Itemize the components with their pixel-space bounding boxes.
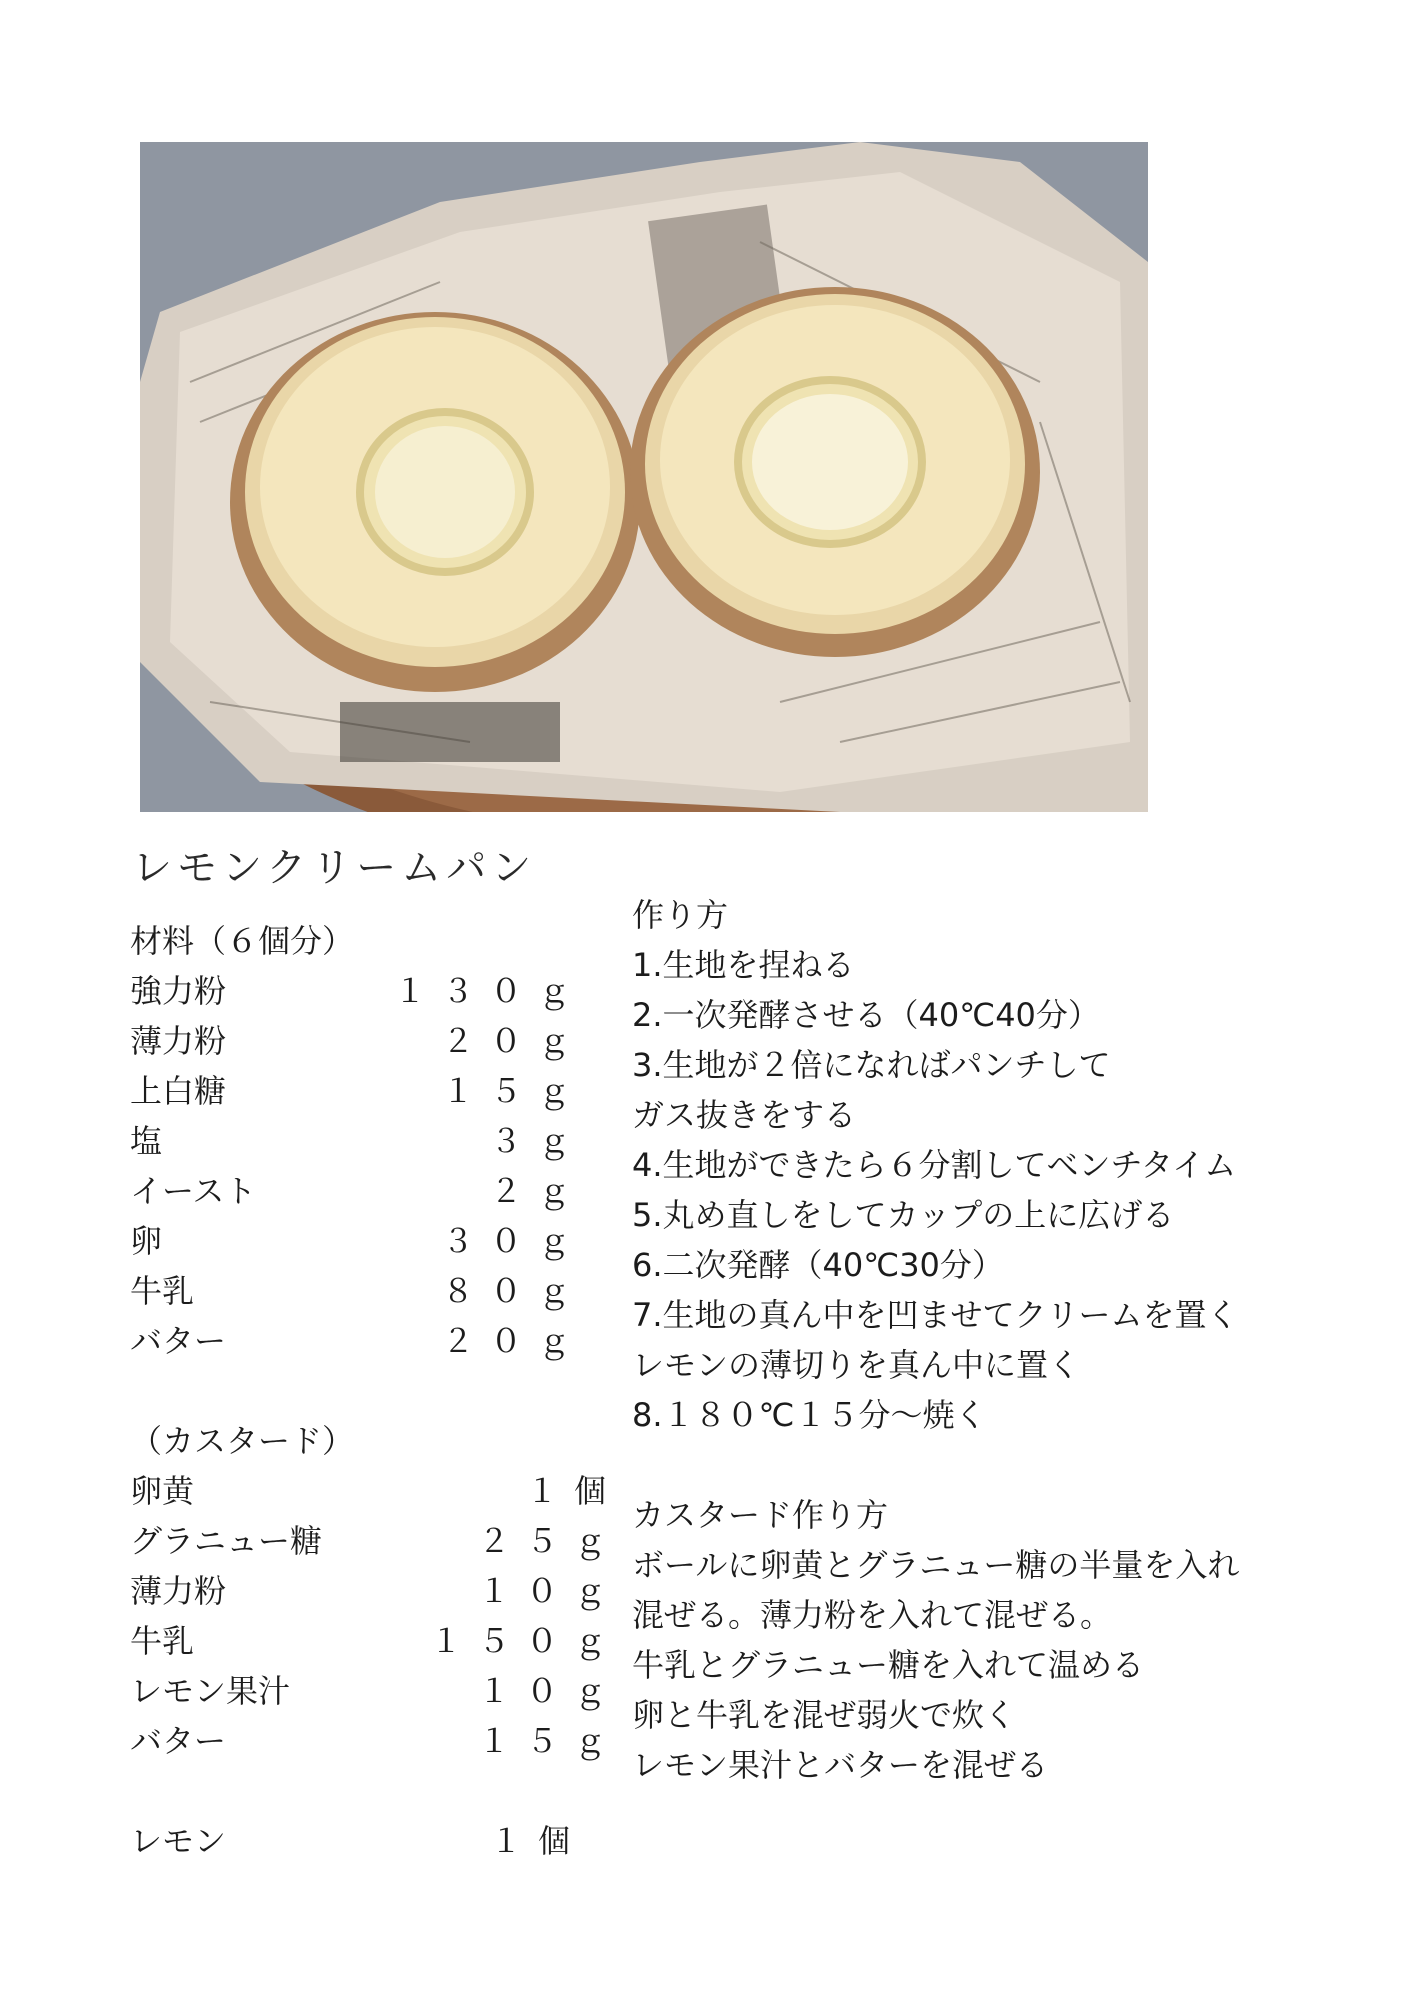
ingredient-amount: ３ｇ <box>489 1122 586 1160</box>
ingredient-amount: １５ｇ <box>477 1722 622 1760</box>
ingredient-name: グラニュー糖 <box>130 1522 323 1560</box>
ingredient-amount: １個 <box>489 1822 586 1860</box>
ingredient-name: バター <box>130 1722 227 1760</box>
ingredient-amount: １５０ｇ <box>429 1622 622 1660</box>
ingredient-name: 塩 <box>130 1122 163 1160</box>
ingredients-section <box>130 916 622 1866</box>
custard-method-step: 牛乳とグラニュー糖を入れて温める <box>632 1646 1145 1684</box>
custard-method-heading: カスタード作り方 <box>632 1496 889 1534</box>
recipe-photo <box>140 142 1148 812</box>
ingredient-amount: ８０ｇ <box>441 1272 586 1310</box>
ingredient-name: 牛乳 <box>130 1622 195 1660</box>
ingredient-row <box>130 1116 586 1166</box>
method-step: 4.生地ができたら６分割してベンチタイム <box>632 1146 1237 1184</box>
ingredient-amount: ２０ｇ <box>441 1022 586 1060</box>
method-step: 3.生地が２倍になればパンチして <box>632 1046 1111 1084</box>
method-step: 2.一次発酵させる（40℃40分） <box>632 996 1100 1034</box>
method-step: 1.生地を捏ねる <box>632 946 855 984</box>
custard-row <box>130 1566 622 1616</box>
ingredient-amount: １０ｇ <box>477 1572 622 1610</box>
ingredient-name: 強力粉 <box>130 972 227 1010</box>
ingredient-name: 卵 <box>130 1222 163 1260</box>
ingredient-row <box>130 1166 586 1216</box>
custard-heading: （カスタード） <box>130 1422 355 1460</box>
ingredient-row <box>130 1216 586 1266</box>
ingredient-name: 卵黄 <box>130 1472 195 1510</box>
ingredient-name: イースト <box>130 1172 257 1210</box>
ingredient-name: レモン <box>130 1822 227 1860</box>
ingredient-amount: ３０ｇ <box>441 1222 586 1260</box>
ingredient-amount: ２０ｇ <box>441 1322 586 1360</box>
ingredient-row <box>130 1066 586 1116</box>
custard-row <box>130 1666 622 1716</box>
ingredient-name: レモン果汁 <box>130 1672 291 1710</box>
method-heading: 作り方 <box>632 896 729 934</box>
method-section <box>632 890 1392 1790</box>
ingredient-amount: ２ｇ <box>489 1172 586 1210</box>
ingredient-name: 牛乳 <box>130 1272 195 1310</box>
spacer <box>632 1440 1392 1490</box>
ingredient-amount: １３０ｇ <box>393 972 586 1010</box>
ingredient-row <box>130 1266 586 1316</box>
ingredient-row <box>130 1016 586 1066</box>
custard-method-step: 卵と牛乳を混ぜ弱火で炊く <box>632 1696 1017 1734</box>
custard-row <box>130 1616 622 1666</box>
method-step: レモンの薄切りを真ん中に置く <box>632 1346 1081 1384</box>
spacer <box>130 1766 550 1816</box>
custard-method-step: ボールに卵黄とグラニュー糖の半量を入れ <box>632 1546 1240 1584</box>
ingredient-name: 薄力粉 <box>130 1022 227 1060</box>
custard-row <box>130 1716 622 1766</box>
custard-row <box>130 1516 622 1566</box>
recipe-title: レモンクリームパン <box>132 845 537 891</box>
ingredient-name: バター <box>130 1322 227 1360</box>
ingredient-amount: １０ｇ <box>477 1672 622 1710</box>
method-step: 7.生地の真ん中を凹ませてクリームを置く <box>632 1296 1239 1334</box>
method-step: 5.丸め直しをしてカップの上に広げる <box>632 1196 1175 1234</box>
ingredient-row <box>130 1316 586 1366</box>
custard-row <box>130 1466 622 1516</box>
custard-method-step: 混ぜる。薄力粉を入れて混ぜる。 <box>632 1596 1113 1634</box>
ingredient-amount: １個 <box>525 1472 622 1510</box>
method-step: 8.１８０℃１５分〜焼く <box>632 1396 987 1434</box>
ingredients-heading: 材料（６個分） <box>130 922 355 960</box>
spacer <box>130 1366 550 1416</box>
ingredient-amount: １５ｇ <box>441 1072 586 1110</box>
method-step: ガス抜きをする <box>632 1096 857 1134</box>
ingredient-name: 上白糖 <box>130 1072 227 1110</box>
ingredient-name: 薄力粉 <box>130 1572 227 1610</box>
method-step: 6.二次発酵（40℃30分） <box>632 1246 1004 1284</box>
custard-method-step: レモン果汁とバターを混ぜる <box>632 1746 1049 1784</box>
ingredient-row <box>130 966 586 1016</box>
ingredient-amount: ２５ｇ <box>477 1522 622 1560</box>
lemon-row <box>130 1816 586 1866</box>
